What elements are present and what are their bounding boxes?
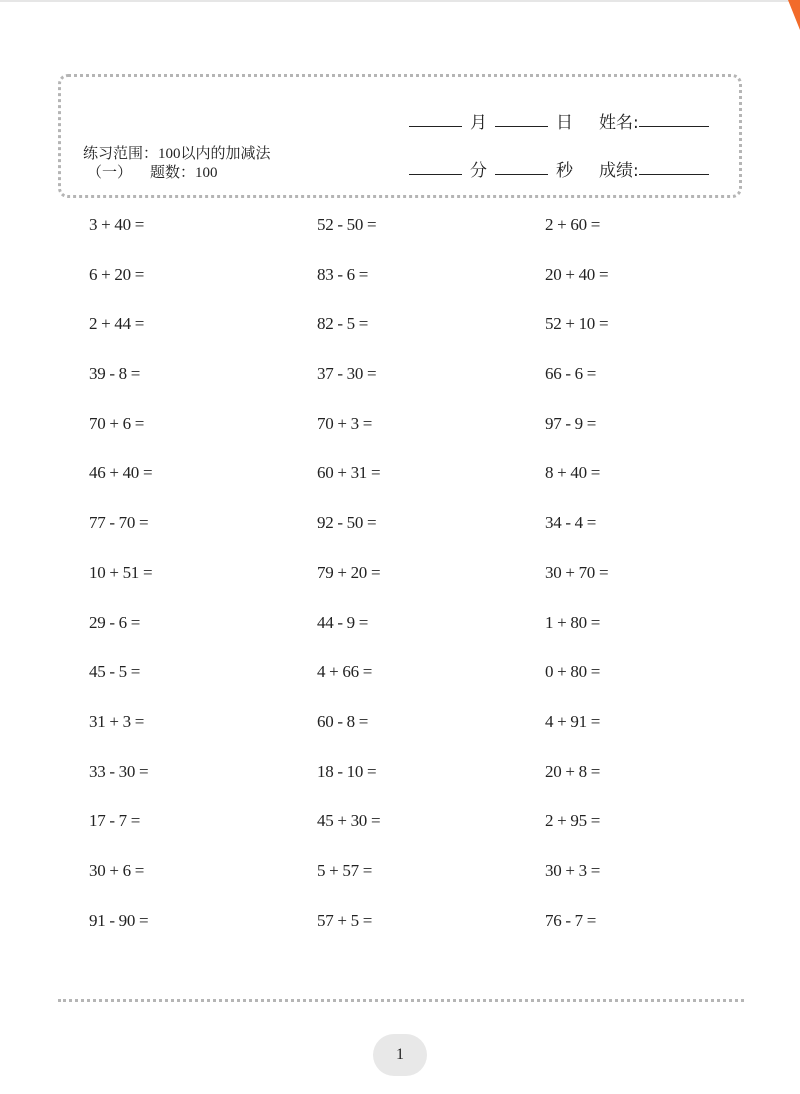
worksheet-header-box <box>58 74 742 198</box>
second-label: 秒 <box>556 161 573 181</box>
problem: 39 - 8 = <box>89 364 141 384</box>
problem: 2 + 60 = <box>545 215 601 234</box>
student-info-fields <box>409 103 709 199</box>
practice-scope <box>83 145 271 183</box>
problem: 5 + 57 = <box>317 860 373 880</box>
problem: 70 + 6 = <box>89 413 145 433</box>
name-label: 姓名: <box>599 113 639 133</box>
problem: 4 + 91 = <box>545 711 601 731</box>
problem: 45 + 30 = <box>317 811 381 831</box>
problem: 52 - 50 = <box>317 215 377 234</box>
question-count: 题数：100 <box>150 165 218 181</box>
problem: 91 - 90 = <box>89 910 149 930</box>
problem: 79 + 20 = <box>317 562 381 582</box>
day-blank[interactable] <box>495 126 548 127</box>
second-blank[interactable] <box>495 174 548 175</box>
problem: 10 + 51 = <box>89 562 153 582</box>
problem: 92 - 50 = <box>317 513 377 533</box>
problem: 30 + 70 = <box>545 562 609 582</box>
problem: 97 - 9 = <box>545 413 597 433</box>
problem: 37 - 30 = <box>317 364 377 384</box>
score-label: 成绩: <box>599 161 639 181</box>
problem: 70 + 3 = <box>317 413 373 433</box>
problem: 0 + 80 = <box>545 662 601 682</box>
problem: 82 - 5 = <box>317 314 369 334</box>
problem-grid <box>89 213 749 958</box>
problem: 77 - 70 = <box>89 513 149 533</box>
problem: 66 - 6 = <box>545 364 597 384</box>
problem: 33 - 30 = <box>89 761 149 781</box>
minute-label: 分 <box>470 161 487 181</box>
problem: 8 + 40 = <box>545 463 601 483</box>
problem: 57 + 5 = <box>317 910 373 930</box>
problem: 45 - 5 = <box>89 662 141 682</box>
top-edge-divider <box>0 0 800 2</box>
problem: 34 - 4 = <box>545 513 597 533</box>
problem: 76 - 7 = <box>545 910 597 930</box>
problem: 17 - 7 = <box>89 811 141 831</box>
name-blank[interactable] <box>639 126 709 127</box>
time-score-row <box>409 151 709 181</box>
problem: 4 + 66 = <box>317 662 373 682</box>
day-label: 日 <box>556 113 573 133</box>
minute-blank[interactable] <box>409 174 462 175</box>
problem: 60 - 8 = <box>317 711 369 731</box>
problem: 83 - 6 = <box>317 264 369 284</box>
month-blank[interactable] <box>409 126 462 127</box>
problem: 30 + 3 = <box>545 860 601 880</box>
scope-part: （一） <box>87 165 133 181</box>
problem: 3 + 40 = <box>89 215 145 234</box>
problem: 6 + 20 = <box>89 264 145 284</box>
problem: 2 + 95 = <box>545 811 601 831</box>
problem: 1 + 80 = <box>545 612 601 632</box>
footer-dotted-divider <box>58 999 744 1002</box>
problem: 30 + 6 = <box>89 860 145 880</box>
problem: 29 - 6 = <box>89 612 141 632</box>
problem: 52 + 10 = <box>545 314 609 334</box>
problem: 46 + 40 = <box>89 463 153 483</box>
problem: 20 + 40 = <box>545 264 609 284</box>
problem: 20 + 8 = <box>545 761 601 781</box>
date-name-row <box>409 103 709 133</box>
score-blank[interactable] <box>639 174 709 175</box>
problem: 31 + 3 = <box>89 711 145 731</box>
orange-corner-decoration <box>784 0 800 80</box>
month-label: 月 <box>470 113 487 133</box>
scope-title: 练习范围：100以内的加减法 <box>83 146 271 162</box>
problem: 18 - 10 = <box>317 761 377 781</box>
page-number-badge: 1 <box>373 1034 427 1076</box>
problem: 44 - 9 = <box>317 612 369 632</box>
problem: 2 + 44 = <box>89 314 145 334</box>
problem: 60 + 31 = <box>317 463 381 483</box>
